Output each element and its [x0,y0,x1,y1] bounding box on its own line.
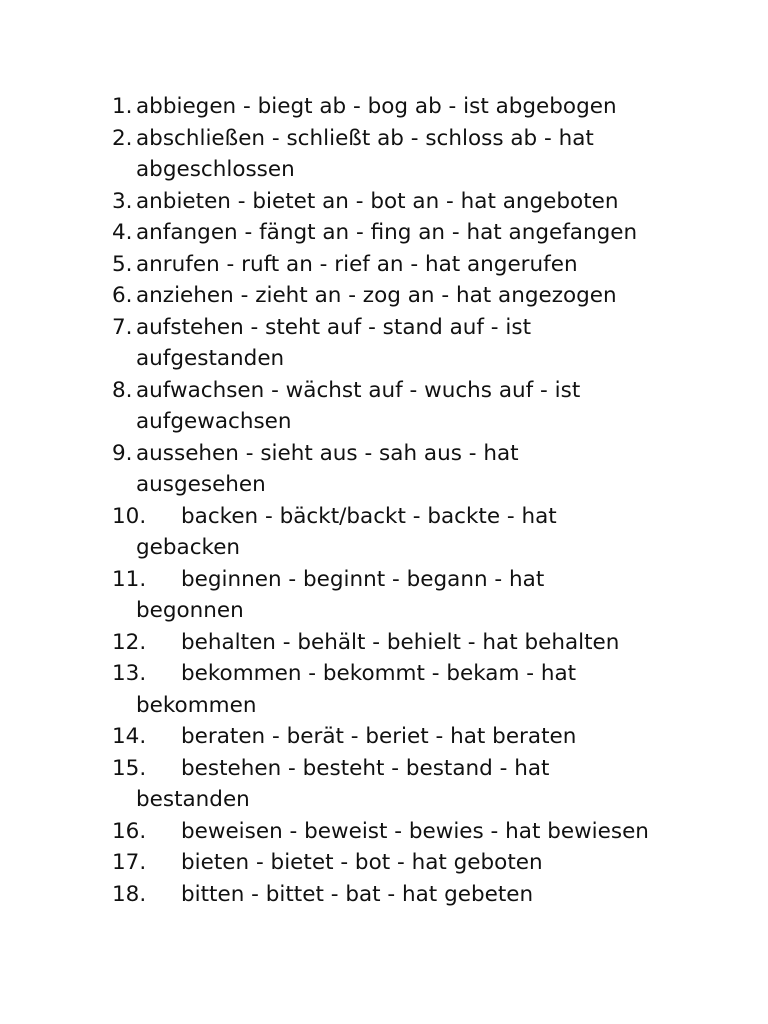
item-number: 11. [112,566,147,592]
item-text-continuation: bestanden [136,787,250,812]
item-text-continuation: bekommen [136,692,257,718]
list-item [112,721,722,753]
item-number: 8. [112,377,133,403]
item-number: 2. [112,125,133,151]
item-text: aufwachsen - wächst auf - wuchs auf - ist [136,377,581,403]
list-item [112,280,722,312]
item-text: bitten - bittet - bat - hat gebeten [181,881,534,907]
item-number: 12. [112,629,147,655]
item-text: anrufen - ruft an - rief an - hat angerufen [136,251,578,277]
list-item [112,501,722,564]
list-item [112,564,722,627]
item-number: 1. [112,94,133,119]
item-text-continuation: abgeschlossen [136,157,295,182]
item-text: abbiegen - biegt ab - bog ab - ist abgebogen [136,94,617,119]
item-text: beweisen - beweist - bewies - hat bewiesen [181,818,649,844]
item-number: 14. [112,724,147,749]
item-text: backen - bäckt/backt - backte - hat [181,503,557,529]
list-item [112,627,722,659]
item-text-continuation: aufgewachsen [136,409,292,434]
item-number: 16. [112,818,147,844]
item-number: 13. [112,661,147,686]
list-item [112,816,722,848]
item-text-continuation: aufgestanden [136,346,285,371]
list-item [112,312,722,375]
list-item [112,375,722,438]
item-text-continuation: begonnen [136,598,244,623]
item-text: aussehen - sieht aus - sah aus - hat [136,440,519,466]
item-number: 4. [112,220,133,245]
item-number: 10. [112,503,147,529]
item-text-continuation: ausgesehen [136,472,266,497]
item-number: 6. [112,283,133,308]
item-text: aufstehen - steht auf - stand auf - ist [136,314,531,340]
list-item [112,438,722,501]
verb-list [112,91,722,910]
list-item [112,186,722,218]
item-number: 5. [112,251,133,277]
item-number: 9. [112,440,133,466]
item-number: 17. [112,850,147,875]
list-item [112,123,722,186]
item-text: anbieten - bietet an - bot an - hat angeboten [136,188,619,214]
item-text: beginnen - beginnt - begann - hat [181,566,545,592]
item-text: behalten - behält - behielt - hat behalten [181,629,620,655]
list-item [112,879,722,911]
item-number: 18. [112,881,147,907]
item-text: anfangen - fängt an - fing an - hat angefangen [136,220,638,245]
item-text: abschließen - schließt ab - schloss ab - hat [136,125,594,151]
item-text: anziehen - zieht an - zog an - hat angezogen [136,283,617,308]
list-item [112,847,722,879]
item-text: bekommen - bekommt - bekam - hat [181,661,577,686]
list-item [112,217,722,249]
list-item [112,91,722,123]
item-number: 7. [112,314,133,340]
list-item [112,753,722,816]
item-text: bieten - bietet - bot - hat geboten [181,850,543,875]
item-text: beraten - berät - beriet - hat beraten [181,724,577,749]
list-item [112,658,722,721]
list-item [112,249,722,281]
item-number: 15. [112,755,147,781]
item-text-continuation: gebacken [136,535,241,560]
item-number: 3. [112,188,133,214]
item-text: bestehen - besteht - bestand - hat [181,755,550,781]
